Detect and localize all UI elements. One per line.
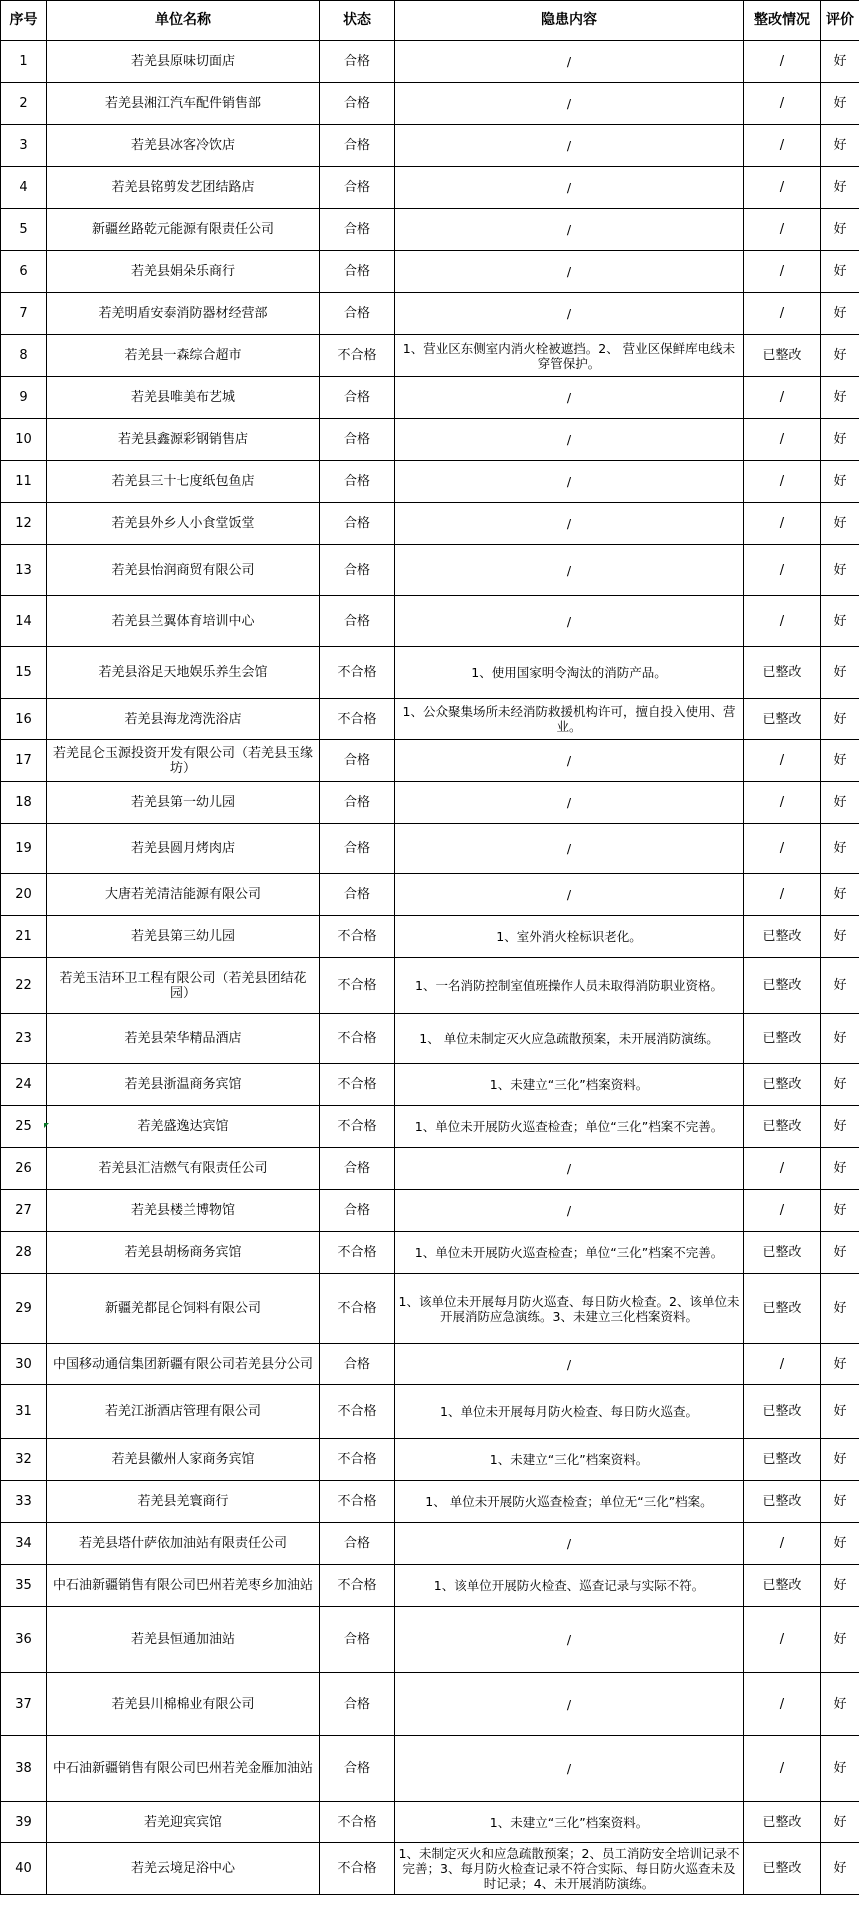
cell-rectification: 已整改	[744, 699, 821, 740]
cell-status: 合格	[320, 1673, 395, 1736]
cell-hazards: /	[395, 503, 744, 545]
table-row	[1, 1344, 859, 1385]
cell-rectification: /	[744, 545, 821, 596]
cell-rectification: 已整改	[744, 1232, 821, 1274]
table-row	[1, 335, 859, 377]
cell-unit-name: 若羌县浙温商务宾馆	[47, 1064, 320, 1106]
cell-rating: 好	[821, 1064, 859, 1106]
cell-seq: 13	[1, 545, 47, 596]
table-row	[1, 545, 859, 596]
cell-seq: 8	[1, 335, 47, 377]
cell-unit-name: 若羌江浙酒店管理有限公司	[47, 1385, 320, 1439]
cell-seq: 4	[1, 167, 47, 209]
cell-rating: 好	[821, 293, 859, 335]
table-row	[1, 1232, 859, 1274]
cell-rectification: /	[744, 83, 821, 125]
table-row	[1, 293, 859, 335]
cell-status: 合格	[320, 419, 395, 461]
cell-seq: 38	[1, 1736, 47, 1802]
cell-seq: 34	[1, 1523, 47, 1565]
table-row	[1, 1481, 859, 1523]
cell-seq: 21	[1, 916, 47, 958]
cell-hazards: /	[395, 824, 744, 874]
cell-hazards: /	[395, 167, 744, 209]
cell-unit-name: 新疆丝路乾元能源有限责任公司	[47, 209, 320, 251]
cell-status: 合格	[320, 83, 395, 125]
table-row	[1, 1014, 859, 1064]
cell-seq: 36	[1, 1607, 47, 1673]
cell-status: 合格	[320, 125, 395, 167]
cell-rectification: /	[744, 41, 821, 83]
cell-unit-name: 若羌县塔什萨依加油站有限责任公司	[47, 1523, 320, 1565]
cell-rectification: 已整改	[744, 1565, 821, 1607]
cell-rating: 好	[821, 377, 859, 419]
table-row	[1, 1106, 859, 1148]
cell-hazards: /	[395, 1190, 744, 1232]
cell-rectification: /	[744, 125, 821, 167]
cell-rating: 好	[821, 1802, 859, 1843]
cell-rating: 好	[821, 782, 859, 824]
cell-rating: 好	[821, 251, 859, 293]
cell-hazards: /	[395, 293, 744, 335]
table-row	[1, 1439, 859, 1481]
cell-hazards: 1、 单位未制定灭火应急疏散预案，未开展消防演练。	[395, 1014, 744, 1064]
cell-status: 合格	[320, 596, 395, 647]
cell-rating: 好	[821, 1523, 859, 1565]
cell-rectification: /	[744, 209, 821, 251]
cell-status: 合格	[320, 209, 395, 251]
cell-rectification: 已整改	[744, 1064, 821, 1106]
cell-seq: 35	[1, 1565, 47, 1607]
cell-rating: 好	[821, 1190, 859, 1232]
cell-rating: 好	[821, 419, 859, 461]
cell-hazards: /	[395, 251, 744, 293]
cell-hazards: 1、单位未开展每月防火检查、每日防火巡查。	[395, 1385, 744, 1439]
cell-seq: 16	[1, 699, 47, 740]
cell-rating: 好	[821, 1481, 859, 1523]
table-row	[1, 1736, 859, 1802]
cell-rating: 好	[821, 83, 859, 125]
cell-hazards: /	[395, 1523, 744, 1565]
cell-unit-name: 若羌县楼兰博物馆	[47, 1190, 320, 1232]
table-row	[1, 1673, 859, 1736]
table-row	[1, 461, 859, 503]
cell-status: 合格	[320, 1148, 395, 1190]
cell-rating: 好	[821, 596, 859, 647]
header-status: 状态	[320, 1, 395, 41]
cell-seq: 24	[1, 1064, 47, 1106]
cell-hazards: 1、室外消火栓标识老化。	[395, 916, 744, 958]
cell-rectification: /	[744, 874, 821, 916]
table-row	[1, 958, 859, 1014]
cell-rating: 好	[821, 874, 859, 916]
cell-unit-name: 大唐若羌清洁能源有限公司	[47, 874, 320, 916]
cell-rectification: /	[744, 1673, 821, 1736]
cell-seq: 22	[1, 958, 47, 1014]
cell-status: 不合格	[320, 1802, 395, 1843]
table-row	[1, 419, 859, 461]
header-unit-name: 单位名称	[47, 1, 320, 41]
cell-rating: 好	[821, 958, 859, 1014]
cell-rectification: /	[744, 377, 821, 419]
cell-seq: 17	[1, 740, 47, 782]
cell-rating: 好	[821, 1385, 859, 1439]
cell-rectification: /	[744, 740, 821, 782]
cell-unit-name: 若羌县浴足天地娱乐养生会馆	[47, 647, 320, 699]
cell-rectification: 已整改	[744, 1385, 821, 1439]
cell-unit-name: 若羌县荣华精品酒店	[47, 1014, 320, 1064]
cell-rectification: 已整改	[744, 1106, 821, 1148]
cell-status: 合格	[320, 251, 395, 293]
cell-hazards: /	[395, 461, 744, 503]
cell-rectification: 已整改	[744, 1843, 821, 1895]
cell-unit-name: 若羌县冰客冷饮店	[47, 125, 320, 167]
table-row	[1, 251, 859, 293]
cell-status: 不合格	[320, 916, 395, 958]
cell-hazards: 1、该单位未开展每月防火巡查、每日防火检查。2、该单位未开展消防应急演练。3、未建立三化档案资料。	[395, 1274, 744, 1344]
cell-seq: 32	[1, 1439, 47, 1481]
cell-hazards: /	[395, 209, 744, 251]
cell-rectification: /	[744, 293, 821, 335]
cell-rectification: /	[744, 503, 821, 545]
cell-seq: 2	[1, 83, 47, 125]
cell-seq: 10	[1, 419, 47, 461]
table-row	[1, 916, 859, 958]
cell-unit-name: 新疆羌都昆仑饲料有限公司	[47, 1274, 320, 1344]
cell-hazards: 1、 单位未开展防火巡查检查；单位无“三化”档案。	[395, 1481, 744, 1523]
cell-seq: 1	[1, 41, 47, 83]
cell-rating: 好	[821, 1565, 859, 1607]
cell-hazards: 1、未制定灭火和应急疏散预案；2、员工消防安全培训记录不完善；3、每月防火检查记录不符合实际、每日防火巡查未及时记录；4、未开展消防演练。	[395, 1843, 744, 1895]
table-row	[1, 1064, 859, 1106]
cell-unit-name: 若羌县原味切面店	[47, 41, 320, 83]
cell-rating: 好	[821, 1274, 859, 1344]
cell-seq: 20	[1, 874, 47, 916]
cell-hazards: /	[395, 1607, 744, 1673]
cell-rating: 好	[821, 824, 859, 874]
cell-rating: 好	[821, 1148, 859, 1190]
cell-unit-name: 若羌县第一幼儿园	[47, 782, 320, 824]
cell-seq: 28	[1, 1232, 47, 1274]
cell-hazards: 1、未建立“三化”档案资料。	[395, 1802, 744, 1843]
cell-hazards: /	[395, 377, 744, 419]
cell-unit-name: 若羌县胡杨商务宾馆	[47, 1232, 320, 1274]
cell-unit-name: 若羌县唯美布艺城	[47, 377, 320, 419]
table-row	[1, 824, 859, 874]
cell-seq: 33	[1, 1481, 47, 1523]
cell-status: 合格	[320, 1523, 395, 1565]
cell-seq: 37	[1, 1673, 47, 1736]
cell-rectification: /	[744, 1523, 821, 1565]
cell-hazards: /	[395, 596, 744, 647]
cell-rating: 好	[821, 545, 859, 596]
cell-hazards: 1、单位未开展防火巡查检查；单位“三化”档案不完善。	[395, 1106, 744, 1148]
cell-status: 不合格	[320, 335, 395, 377]
cell-unit-name: 中国移动通信集团新疆有限公司若羌县分公司	[47, 1344, 320, 1385]
cell-rating: 好	[821, 1232, 859, 1274]
cell-status: 合格	[320, 1344, 395, 1385]
cell-rating: 好	[821, 503, 859, 545]
cell-rating: 好	[821, 1439, 859, 1481]
cell-rectification: 已整改	[744, 1802, 821, 1843]
header-row	[1, 1, 859, 41]
cell-hazards: /	[395, 874, 744, 916]
cell-seq: 11	[1, 461, 47, 503]
cell-rectification: 已整改	[744, 958, 821, 1014]
table-row	[1, 377, 859, 419]
cell-seq: 3	[1, 125, 47, 167]
cell-unit-name: 若羌县恒通加油站	[47, 1607, 320, 1673]
cell-hazards: /	[395, 1736, 744, 1802]
cell-seq: 9	[1, 377, 47, 419]
cell-unit-name: 中石油新疆销售有限公司巴州若羌金雁加油站	[47, 1736, 320, 1802]
cell-seq: 15	[1, 647, 47, 699]
cell-status: 合格	[320, 1607, 395, 1673]
cell-status: 不合格	[320, 1439, 395, 1481]
cell-unit-name: 若羌云境足浴中心	[47, 1843, 320, 1895]
cell-rating: 好	[821, 1106, 859, 1148]
cell-rectification: 已整改	[744, 1274, 821, 1344]
cell-status: 合格	[320, 1190, 395, 1232]
cell-rectification: /	[744, 1344, 821, 1385]
header-seq: 序号	[1, 1, 47, 41]
cell-unit-name: 若羌昆仑玉源投资开发有限公司（若羌县玉缘坊）	[47, 740, 320, 782]
cell-rating: 好	[821, 335, 859, 377]
cell-seq: 31	[1, 1385, 47, 1439]
cell-rectification: 已整改	[744, 916, 821, 958]
header-hazards: 隐患内容	[395, 1, 744, 41]
cell-hazards: 1、该单位开展防火检查、巡查记录与实际不符。	[395, 1565, 744, 1607]
cell-status: 不合格	[320, 1385, 395, 1439]
cell-status: 不合格	[320, 1481, 395, 1523]
cell-comment-marker	[44, 1123, 49, 1128]
cell-hazards: /	[395, 1344, 744, 1385]
table-row	[1, 125, 859, 167]
cell-rating: 好	[821, 916, 859, 958]
table-row	[1, 1565, 859, 1607]
cell-hazards: /	[395, 83, 744, 125]
cell-unit-name: 若羌县湘江汽车配件销售部	[47, 83, 320, 125]
table-row	[1, 1523, 859, 1565]
cell-status: 合格	[320, 41, 395, 83]
cell-rating: 好	[821, 125, 859, 167]
cell-rectification: /	[744, 419, 821, 461]
cell-unit-name: 中石油新疆销售有限公司巴州若羌枣乡加油站	[47, 1565, 320, 1607]
cell-rectification: 已整改	[744, 1014, 821, 1064]
cell-status: 不合格	[320, 1232, 395, 1274]
cell-hazards: 1、营业区东侧室内消火栓被遮挡。2、 营业区保鲜库电线未穿管保护。	[395, 335, 744, 377]
table-row	[1, 1190, 859, 1232]
cell-status: 合格	[320, 824, 395, 874]
cell-seq: 26	[1, 1148, 47, 1190]
cell-hazards: 1、未建立“三化”档案资料。	[395, 1439, 744, 1481]
cell-unit-name: 若羌县一森综合超市	[47, 335, 320, 377]
cell-hazards: /	[395, 125, 744, 167]
cell-unit-name: 若羌县川棉棉业有限公司	[47, 1673, 320, 1736]
cell-unit-name: 若羌县兰翼体育培训中心	[47, 596, 320, 647]
cell-rectification: /	[744, 1607, 821, 1673]
cell-rating: 好	[821, 1843, 859, 1895]
cell-hazards: /	[395, 782, 744, 824]
cell-rating: 好	[821, 1673, 859, 1736]
cell-rectification: /	[744, 824, 821, 874]
cell-rating: 好	[821, 699, 859, 740]
cell-rating: 好	[821, 1344, 859, 1385]
cell-status: 不合格	[320, 1274, 395, 1344]
cell-unit-name: 若羌盛逸达宾馆	[47, 1106, 320, 1148]
cell-unit-name: 若羌县徽州人家商务宾馆	[47, 1439, 320, 1481]
cell-status: 不合格	[320, 1843, 395, 1895]
cell-hazards: 1、单位未开展防火巡查检查；单位“三化”档案不完善。	[395, 1232, 744, 1274]
cell-status: 合格	[320, 167, 395, 209]
cell-rectification: 已整改	[744, 647, 821, 699]
cell-status: 合格	[320, 874, 395, 916]
table-row	[1, 83, 859, 125]
cell-status: 不合格	[320, 1565, 395, 1607]
cell-seq: 12	[1, 503, 47, 545]
table-row	[1, 1148, 859, 1190]
cell-seq: 7	[1, 293, 47, 335]
table-row	[1, 699, 859, 740]
cell-seq: 39	[1, 1802, 47, 1843]
cell-status: 合格	[320, 293, 395, 335]
cell-rectification: /	[744, 1148, 821, 1190]
table-row	[1, 1802, 859, 1843]
cell-status: 合格	[320, 503, 395, 545]
table-row	[1, 1274, 859, 1344]
header-rectification: 整改情况	[744, 1, 821, 41]
table-row	[1, 596, 859, 647]
cell-seq: 40	[1, 1843, 47, 1895]
cell-status: 合格	[320, 782, 395, 824]
cell-rectification: /	[744, 251, 821, 293]
cell-seq: 18	[1, 782, 47, 824]
cell-unit-name: 若羌县怡润商贸有限公司	[47, 545, 320, 596]
cell-unit-name: 若羌县铭剪发艺团结路店	[47, 167, 320, 209]
cell-unit-name: 若羌迎宾宾馆	[47, 1802, 320, 1843]
header-rating: 评价	[821, 1, 859, 41]
cell-rectification: /	[744, 1736, 821, 1802]
cell-hazards: /	[395, 1673, 744, 1736]
cell-status: 不合格	[320, 1014, 395, 1064]
table-row	[1, 503, 859, 545]
cell-unit-name: 若羌玉洁环卫工程有限公司（若羌县团结花园）	[47, 958, 320, 1014]
table-body	[1, 41, 859, 1895]
cell-hazards: 1、使用国家明令淘汰的消防产品。	[395, 647, 744, 699]
cell-status: 合格	[320, 1736, 395, 1802]
cell-rectification: 已整改	[744, 335, 821, 377]
cell-unit-name: 若羌县外乡人小食堂饭堂	[47, 503, 320, 545]
cell-status: 合格	[320, 545, 395, 596]
cell-hazards: /	[395, 41, 744, 83]
cell-hazards: 1、公众聚集场所未经消防救援机构许可，擅自投入使用、营业。	[395, 699, 744, 740]
cell-unit-name: 若羌明盾安泰消防器材经营部	[47, 293, 320, 335]
cell-seq: 19	[1, 824, 47, 874]
table-row	[1, 782, 859, 824]
cell-rating: 好	[821, 1736, 859, 1802]
table-row	[1, 740, 859, 782]
cell-rectification: /	[744, 782, 821, 824]
cell-status: 不合格	[320, 699, 395, 740]
cell-unit-name: 若羌县海龙湾洗浴店	[47, 699, 320, 740]
cell-rating: 好	[821, 461, 859, 503]
cell-rating: 好	[821, 1607, 859, 1673]
cell-seq: 14	[1, 596, 47, 647]
cell-rectification: 已整改	[744, 1439, 821, 1481]
cell-seq: 29	[1, 1274, 47, 1344]
cell-rating: 好	[821, 647, 859, 699]
table-row	[1, 874, 859, 916]
cell-unit-name: 若羌县圆月烤肉店	[47, 824, 320, 874]
cell-unit-name: 若羌县羌寰商行	[47, 1481, 320, 1523]
cell-seq: 6	[1, 251, 47, 293]
cell-hazards: /	[395, 1148, 744, 1190]
cell-rectification: 已整改	[744, 1481, 821, 1523]
cell-status: 不合格	[320, 1106, 395, 1148]
table-row	[1, 1385, 859, 1439]
cell-hazards: /	[395, 740, 744, 782]
cell-hazards: /	[395, 419, 744, 461]
cell-unit-name: 若羌县第三幼儿园	[47, 916, 320, 958]
cell-hazards: 1、未建立“三化”档案资料。	[395, 1064, 744, 1106]
cell-rating: 好	[821, 41, 859, 83]
cell-rectification: /	[744, 596, 821, 647]
table-row	[1, 647, 859, 699]
cell-status: 合格	[320, 740, 395, 782]
cell-seq: 25	[1, 1106, 47, 1148]
cell-rating: 好	[821, 167, 859, 209]
cell-status: 不合格	[320, 647, 395, 699]
cell-status: 合格	[320, 377, 395, 419]
cell-unit-name: 若羌县汇洁燃气有限责任公司	[47, 1148, 320, 1190]
cell-rectification: /	[744, 167, 821, 209]
cell-rating: 好	[821, 740, 859, 782]
table-row	[1, 1843, 859, 1895]
cell-unit-name: 若羌县鑫源彩钢销售店	[47, 419, 320, 461]
cell-seq: 23	[1, 1014, 47, 1064]
cell-rating: 好	[821, 209, 859, 251]
cell-seq: 5	[1, 209, 47, 251]
table-row	[1, 209, 859, 251]
cell-rating: 好	[821, 1014, 859, 1064]
table-row	[1, 1607, 859, 1673]
table-row	[1, 167, 859, 209]
table-row	[1, 41, 859, 83]
cell-rectification: /	[744, 1190, 821, 1232]
cell-seq: 27	[1, 1190, 47, 1232]
cell-hazards: 1、一名消防控制室值班操作人员未取得消防职业资格。	[395, 958, 744, 1014]
cell-unit-name: 若羌县三十七度纸包鱼店	[47, 461, 320, 503]
cell-hazards: /	[395, 545, 744, 596]
cell-seq: 30	[1, 1344, 47, 1385]
cell-status: 合格	[320, 461, 395, 503]
cell-rectification: /	[744, 461, 821, 503]
cell-status: 不合格	[320, 1064, 395, 1106]
cell-status: 不合格	[320, 958, 395, 1014]
cell-unit-name: 若羌县娟朵乐商行	[47, 251, 320, 293]
